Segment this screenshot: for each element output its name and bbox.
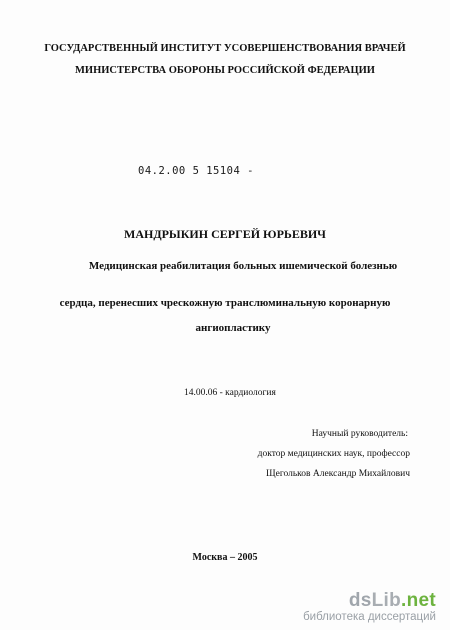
dslib-logo — [303, 591, 436, 611]
institution-line-1: ГОСУДАРСТВЕННЫЙ ИНСТИТУТ УСОВЕРШЕНСТВОВАНИЯ ВРАЧЕЙ — [44, 43, 406, 54]
logo-part-net: .net — [401, 590, 436, 612]
thesis-title-line-2: сердца, перенесших чрескожную транслюминальную коронарную — [59, 297, 391, 309]
supervisor-name: Щегольков Александр Михайлович — [266, 469, 410, 479]
supervisor-degree: доктор медицинских наук, профессор — [257, 449, 410, 459]
author-name: МАНДРЫКИН СЕРГЕЙ ЮРЬЕВИЧ — [124, 227, 326, 241]
thesis-title-line-3: ангиопластику — [195, 322, 271, 334]
thesis-title-line-1: Медицинская реабилитация больных ишемической болезнью — [88, 260, 398, 272]
library-stamp-number: 04.2.00 5 15104 - — [138, 165, 254, 177]
institution-line-2: МИНИСТЕРСТВА ОБОРОНЫ РОССИЙСКОЙ ФЕДЕРАЦИИ — [75, 65, 375, 76]
specialty-code: 14.00.06 - кардиология — [184, 388, 276, 398]
logo-part-ds: ds — [348, 590, 372, 612]
city-year: Москва – 2005 — [192, 552, 258, 563]
watermark-subtitle: библиотека диссертаций — [303, 611, 436, 624]
supervisor-label: Научный руководитель: — [311, 429, 408, 439]
logo-part-lib: Lib — [371, 590, 402, 612]
dslib-watermark[interactable] — [303, 591, 436, 624]
